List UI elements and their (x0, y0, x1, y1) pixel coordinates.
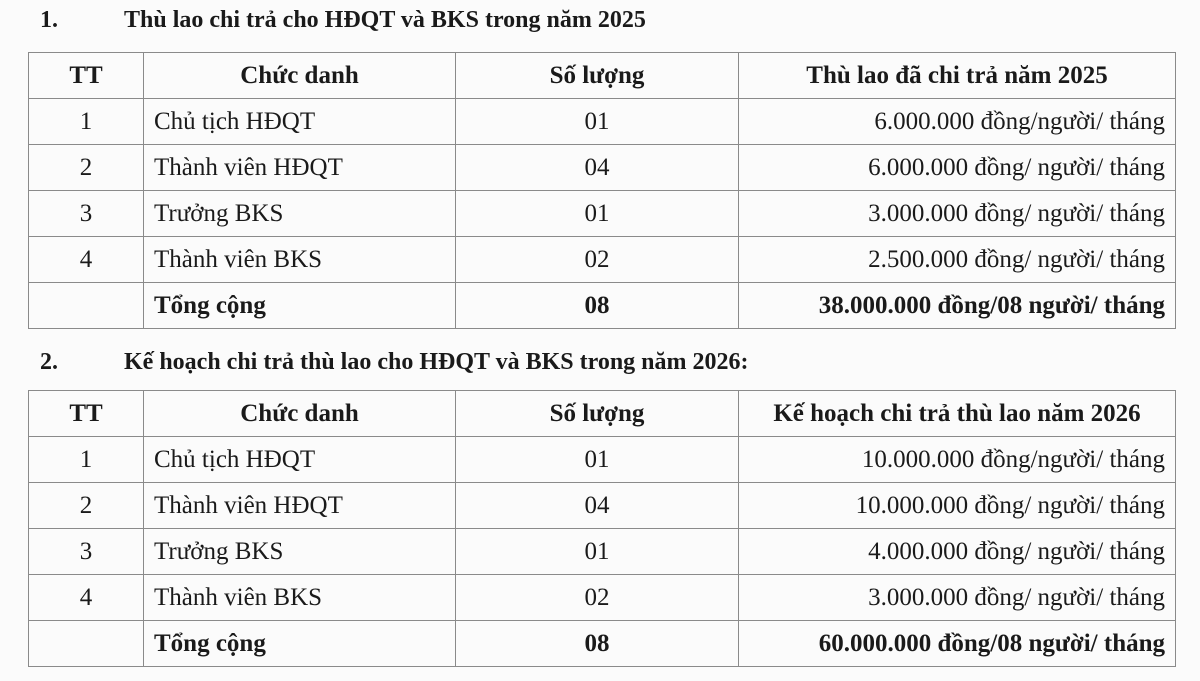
section-1-number: 1. (40, 6, 58, 33)
section-2-heading (40, 344, 749, 380)
cell-tt: 3 (29, 191, 144, 237)
cell-quantity: 01 (456, 99, 739, 145)
cell-amount: 6.000.000 đồng/ người/ tháng (739, 145, 1176, 191)
table-header-row (29, 53, 1176, 99)
table-row (29, 145, 1176, 191)
section-2-number: 2. (40, 348, 58, 375)
cell-amount: 6.000.000 đồng/người/ tháng (739, 99, 1176, 145)
cell-title: Thành viên HĐQT (144, 483, 456, 529)
cell-quantity: 02 (456, 237, 739, 283)
cell-quantity: 01 (456, 529, 739, 575)
cell-tt: 3 (29, 529, 144, 575)
table-row (29, 529, 1176, 575)
cell-total-label: Tổng cộng (144, 621, 456, 667)
cell-tt: 4 (29, 237, 144, 283)
cell-title: Trưởng BKS (144, 191, 456, 237)
table-row (29, 483, 1176, 529)
header-title: Chức danh (144, 53, 456, 99)
remuneration-2025-table (28, 52, 1176, 329)
cell-total-quantity: 08 (456, 621, 739, 667)
section-1-title: Thù lao chi trả cho HĐQT và BKS trong năm 2025 (124, 6, 646, 33)
cell-quantity: 02 (456, 575, 739, 621)
cell-tt: 1 (29, 437, 144, 483)
header-amount: Kế hoạch chi trả thù lao năm 2026 (739, 391, 1176, 437)
header-tt: TT (29, 391, 144, 437)
cell-total-label: Tổng cộng (144, 283, 456, 329)
header-title: Chức danh (144, 391, 456, 437)
header-amount: Thù lao đã chi trả năm 2025 (739, 53, 1176, 99)
cell-amount: 3.000.000 đồng/ người/ tháng (739, 575, 1176, 621)
table-row (29, 99, 1176, 145)
cell-tt (29, 283, 144, 329)
cell-title: Chủ tịch HĐQT (144, 99, 456, 145)
table-row (29, 575, 1176, 621)
cell-tt: 2 (29, 145, 144, 191)
cell-title: Thành viên HĐQT (144, 145, 456, 191)
cell-quantity: 01 (456, 437, 739, 483)
cell-amount: 10.000.000 đồng/người/ tháng (739, 437, 1176, 483)
section-2-title: Kế hoạch chi trả thù lao cho HĐQT và BKS trong năm 2026: (124, 348, 749, 375)
cell-quantity: 04 (456, 145, 739, 191)
cell-tt (29, 621, 144, 667)
table-header-row (29, 391, 1176, 437)
cell-title: Thành viên BKS (144, 237, 456, 283)
cell-total-amount: 60.000.000 đồng/08 người/ tháng (739, 621, 1176, 667)
cell-quantity: 04 (456, 483, 739, 529)
cell-title: Thành viên BKS (144, 575, 456, 621)
cell-tt: 2 (29, 483, 144, 529)
cell-amount: 2.500.000 đồng/ người/ tháng (739, 237, 1176, 283)
cell-amount: 3.000.000 đồng/ người/ tháng (739, 191, 1176, 237)
section-1-heading (40, 2, 646, 38)
total-row (29, 621, 1176, 667)
cell-tt: 1 (29, 99, 144, 145)
cell-total-amount: 38.000.000 đồng/08 người/ tháng (739, 283, 1176, 329)
cell-amount: 4.000.000 đồng/ người/ tháng (739, 529, 1176, 575)
header-tt: TT (29, 53, 144, 99)
cell-quantity: 01 (456, 191, 739, 237)
remuneration-plan-2026-table (28, 390, 1176, 667)
cell-title: Chủ tịch HĐQT (144, 437, 456, 483)
header-quantity: Số lượng (456, 391, 739, 437)
cell-amount: 10.000.000 đồng/ người/ tháng (739, 483, 1176, 529)
cell-total-quantity: 08 (456, 283, 739, 329)
cell-tt: 4 (29, 575, 144, 621)
total-row (29, 283, 1176, 329)
cell-title: Trưởng BKS (144, 529, 456, 575)
header-quantity: Số lượng (456, 53, 739, 99)
table-row (29, 237, 1176, 283)
table-row (29, 437, 1176, 483)
table-row (29, 191, 1176, 237)
